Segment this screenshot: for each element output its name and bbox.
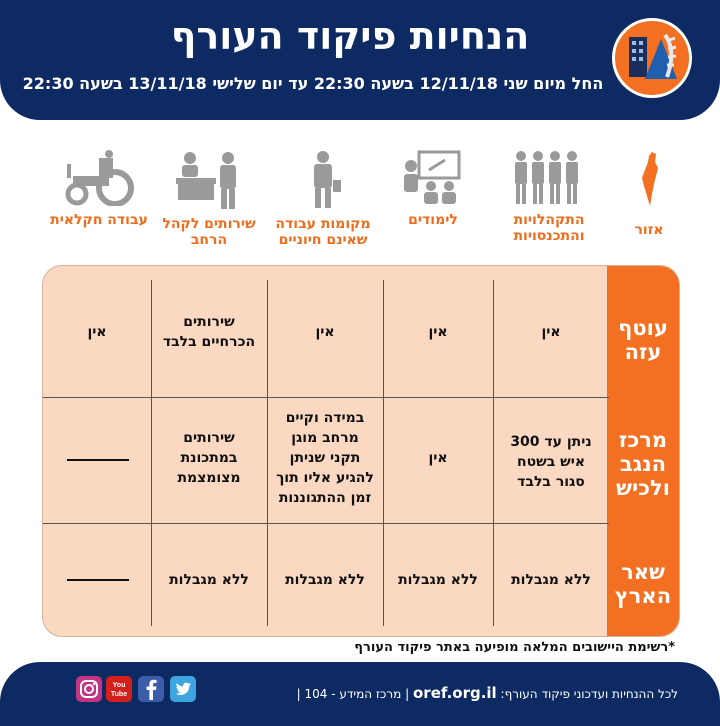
home-front-command-logo bbox=[612, 18, 692, 98]
svg-text:You: You bbox=[112, 682, 126, 689]
cell-agriculture-dash bbox=[67, 459, 129, 461]
region-label-negev-lachish: מרכז הנגב ולכיש bbox=[616, 428, 670, 500]
classroom-icon bbox=[401, 150, 465, 206]
cell-public-services: שירותים הכרחיים בלבד bbox=[162, 314, 256, 350]
column-workplaces bbox=[268, 150, 378, 248]
cell-gatherings: אין bbox=[541, 324, 561, 340]
column-label-studies: לימודים bbox=[408, 212, 458, 228]
cell-gatherings: ניתן עד 300 איש בשטח סגור בלבד bbox=[510, 434, 592, 490]
column-gatherings bbox=[494, 150, 604, 244]
row-divider bbox=[43, 523, 609, 524]
column-label-public-services: שירותים לקהל הרחב bbox=[162, 216, 256, 248]
restrictions-table bbox=[42, 265, 680, 637]
column-studies bbox=[378, 150, 488, 228]
column-public-services bbox=[154, 150, 264, 248]
column-label-agriculture: עבודה חקלאית bbox=[50, 212, 148, 228]
footer-info: | מרכז המידע - 104 | bbox=[296, 687, 410, 701]
column-region bbox=[594, 150, 704, 238]
footnote: *רשימת היישובים המלאה מופיעה באתר פיקוד העורף bbox=[354, 640, 675, 655]
column-label-region: אזור bbox=[634, 222, 664, 238]
cell-agriculture: אין bbox=[87, 324, 107, 340]
cell-studies: אין bbox=[428, 324, 448, 340]
cell-workplaces: ללא מגבלות bbox=[285, 572, 365, 588]
column-agriculture bbox=[44, 150, 154, 228]
facebook-icon[interactable] bbox=[138, 676, 164, 702]
israel-map-icon bbox=[634, 150, 664, 210]
page-subtitle: החל מיום שני 12/11/18 בשעה 22:30 עד יום שלישי 13/11/18 בשעה 22:30 bbox=[22, 74, 604, 93]
cell-public-services: ללא מגבלות bbox=[169, 572, 249, 588]
service-counter-icon bbox=[174, 150, 244, 210]
column-label-workplaces: מקומות עבודה שאינם חיוניים bbox=[275, 216, 371, 248]
footer-prefix: לכל ההנחיות ועדכוני פיקוד העורף: bbox=[500, 687, 678, 701]
cell-workplaces: במידה וקיים מרחב מוגן תקני שניתן להגיע אליו תוך זמן ההתגוננות bbox=[276, 410, 374, 506]
cell-studies: אין bbox=[428, 450, 448, 466]
website-link[interactable]: oref.org.il bbox=[413, 684, 497, 702]
instagram-icon[interactable] bbox=[76, 676, 102, 702]
footer-text bbox=[228, 684, 678, 702]
crowd-icon bbox=[509, 150, 589, 206]
twitter-icon[interactable] bbox=[170, 676, 196, 702]
column-label-gatherings: התקהלויות והתכנסויות bbox=[513, 212, 585, 244]
region-label-rest-of-country: שאר הארץ bbox=[614, 560, 672, 608]
cell-public-services: שירותים במתכונת מצומצמת bbox=[177, 430, 241, 486]
cell-studies: ללא מגבלות bbox=[398, 572, 478, 588]
svg-text:Tube: Tube bbox=[110, 691, 128, 698]
row-divider bbox=[43, 397, 609, 398]
youtube-icon[interactable] bbox=[106, 676, 132, 702]
cell-gatherings: ללא מגבלות bbox=[511, 572, 591, 588]
tractor-icon bbox=[59, 150, 139, 206]
cell-workplaces: אין bbox=[315, 324, 335, 340]
page-title: הנחיות פיקוד העורף bbox=[170, 14, 530, 58]
region-label-gaza-envelope: עוטף עזה bbox=[618, 316, 668, 364]
businessman-icon bbox=[303, 150, 343, 210]
cell-agriculture-dash bbox=[67, 579, 129, 581]
